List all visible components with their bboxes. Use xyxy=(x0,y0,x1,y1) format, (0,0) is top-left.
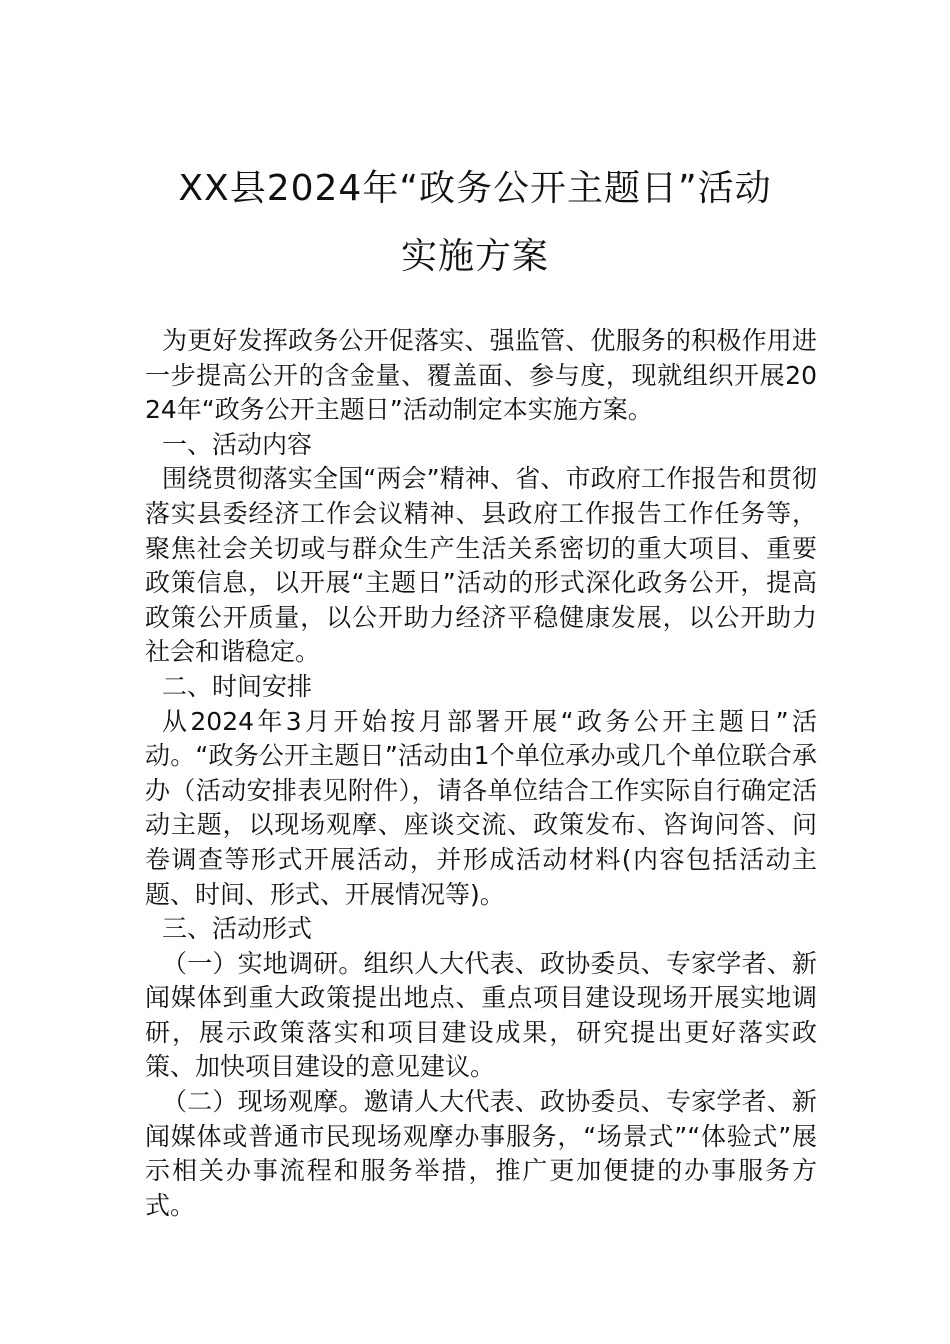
schedule-paragraph: 从2024年3月开始按月部署开展“政务公开主题日”活动。“政务公开主题日”活动由1个单位承办或几个单位联合承办（活动安排表见附件），请各单位结合工作实际自行确定活动主题，以现场观摩、座谈交流、政策发布、咨询问答、问卷调查等形式开展活动，并形成活动材料(内容包括活动主题、时间、形式、开展情况等)。 xyxy=(145,706,817,909)
section-heading-format: 三、活动形式 xyxy=(162,914,313,944)
section-heading-schedule: 二、时间安排 xyxy=(162,671,313,701)
content-paragraph: 围绕贯彻落实全国“两会”精神、省、市政府工作报告和贯彻落实县委经济工作会议精神、县政府工作报告工作任务等，聚焦社会关切或与群众生产生活关系密切的重大项目、重要政策信息，以开展“主题日”活动的形式深化政务公开，提高政策公开质量，以公开助力经济平稳健康发展，以公开助力社会和谐稳定。 xyxy=(145,464,817,667)
intro-paragraph: 为更好发挥政务公开促落实、强监管、优服务的积极作用进一步提高公开的含金量、覆盖面、参与度，现就组织开展2024年“政务公开主题日”活动制定本实施方案。 xyxy=(145,326,817,425)
format-paragraph-site-visit: （二）现场观摩。邀请人大代表、政协委员、专家学者、新闻媒体或普通市民现场观摩办事服务，“场景式”“体验式”展示相关办事流程和服务举措，推广更加便捷的办事服务方式。 xyxy=(145,1087,817,1220)
document-title-line-1: XX县2024年“政务公开主题日”活动 xyxy=(178,168,772,209)
section-heading-content: 一、活动内容 xyxy=(162,429,313,459)
document-body xyxy=(145,324,817,1223)
document-title-line-2: 实施方案 xyxy=(400,236,549,277)
format-paragraph-field-research: （一）实地调研。组织人大代表、政协委员、专家学者、新闻媒体到重大政策提出地点、重点项目建设现场开展实地调研，展示政策落实和项目建设成果，研究提出更好落实政策、加快项目建设的意见建议。 xyxy=(145,948,817,1082)
